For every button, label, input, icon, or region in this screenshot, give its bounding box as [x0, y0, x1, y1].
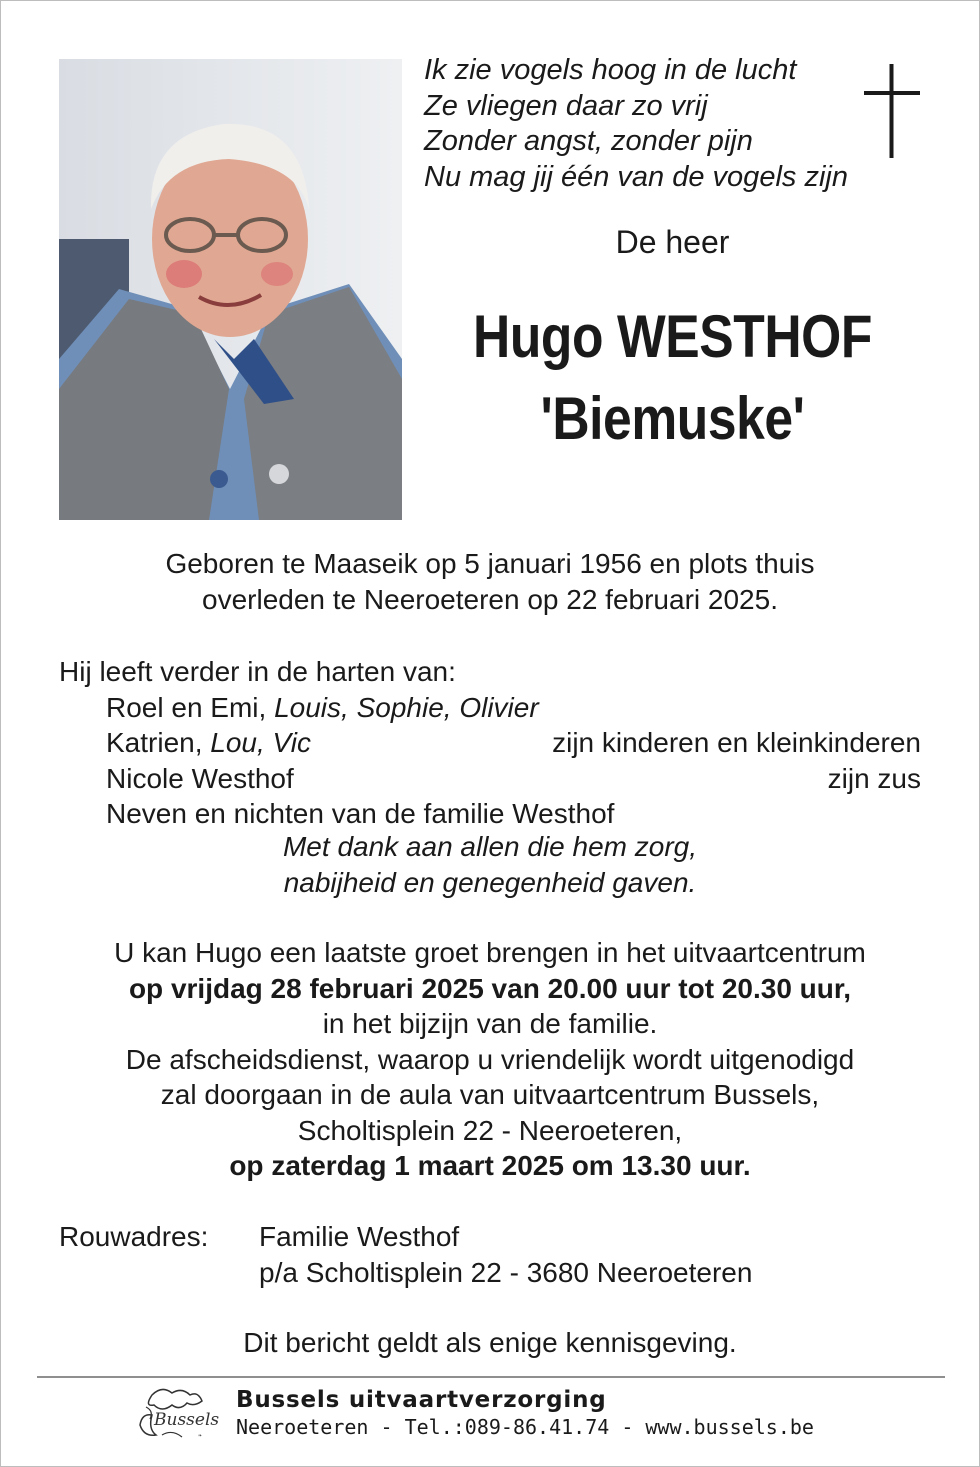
- logo-text: Bussels: [154, 1410, 220, 1430]
- death-line: overleden te Neeroeteren op 22 februari 2025.: [202, 583, 778, 615]
- family-names: Katrien,: [106, 727, 211, 758]
- family-relation: zijn kinderen en kleinkinderen: [552, 727, 921, 758]
- family-row: [59, 796, 921, 832]
- family-grandchildren: Louis, Sophie, Olivier: [274, 691, 539, 723]
- thanks-line: Met dank aan allen die hem zorg,: [282, 831, 698, 862]
- service-datetime: op zaterdag 1 maart 2025 om 13.30 uur.: [229, 1150, 751, 1181]
- nickname: 'Biemuske': [540, 385, 805, 452]
- bussels-logo-icon: [132, 1385, 224, 1443]
- poem-line: Ze vliegen daar zo vrij: [424, 89, 708, 122]
- poem-line: Ik zie vogels hoog in de lucht: [424, 54, 797, 86]
- family-names: Neven en nichten van de familie Westhof: [106, 798, 615, 829]
- family-relation: zijn zus: [827, 762, 921, 794]
- company-contact: Neeroeteren - Tel.:089-86.41.74 - www.bussels.be: [236, 1415, 814, 1439]
- ceremony-details: [0, 935, 980, 1184]
- footer-divider: [37, 1376, 945, 1378]
- company-name: Bussels uitvaartverzorging: [236, 1387, 607, 1413]
- poem-line: Zonder angst, zonder pijn: [424, 125, 753, 157]
- family-row: [59, 690, 921, 726]
- family-grandchildren: Lou, Vic: [210, 727, 311, 758]
- deceased-name: [455, 296, 889, 460]
- family-row: [59, 761, 921, 797]
- mourning-address-name: Familie Westhof: [259, 1221, 460, 1252]
- mourning-address-street: p/a Scholtisplein 22 - 3680 Neeroeteren: [259, 1256, 753, 1288]
- funeral-company: [236, 1386, 814, 1440]
- visitation-note: in het bijzijn van de familie.: [322, 1008, 658, 1039]
- service-address: Scholtisplein 22 - Neeroeteren,: [297, 1114, 683, 1146]
- service-intro: De afscheidsdienst, waarop u vriendelijk wordt uitgenodigd: [125, 1043, 855, 1075]
- portrait-photo: [59, 59, 402, 520]
- visitation-intro: U kan Hugo een laatste groet brengen in het uitvaartcentrum: [114, 937, 866, 968]
- birth-line: Geboren te Maaseik op 5 januari 1956 en plots thuis: [165, 548, 815, 579]
- family-row: [59, 725, 921, 761]
- mourning-address-label: Rouwadres:: [59, 1221, 209, 1252]
- memorial-poem: [424, 53, 864, 195]
- honorific: De heer: [615, 224, 730, 260]
- poem-line: Nu mag jij één van de vogels zijn: [424, 160, 848, 193]
- thanks-line: nabijheid en genegenheid gaven.: [283, 866, 697, 898]
- svg-text:❧: ❧: [198, 1433, 203, 1439]
- visitation-datetime: op vrijdag 28 februari 2025 van 20.00 uur tot 20.30 uur,: [128, 972, 852, 1004]
- birth-death-statement: [0, 546, 980, 617]
- full-name: Hugo WESTHOF: [473, 303, 872, 370]
- family-section: [59, 654, 921, 832]
- notice-statement: Dit bericht geldt als enige kennisgeving.: [243, 1327, 737, 1358]
- thanks-message: [0, 829, 980, 900]
- family-names: Nicole Westhof: [106, 762, 294, 794]
- family-names: Roel en Emi,: [106, 691, 275, 723]
- family-intro: Hij leeft verder in de harten van:: [59, 656, 456, 687]
- cross-icon: [864, 64, 920, 158]
- service-location: zal doorgaan in de aula van uitvaartcentrum Bussels,: [160, 1079, 820, 1110]
